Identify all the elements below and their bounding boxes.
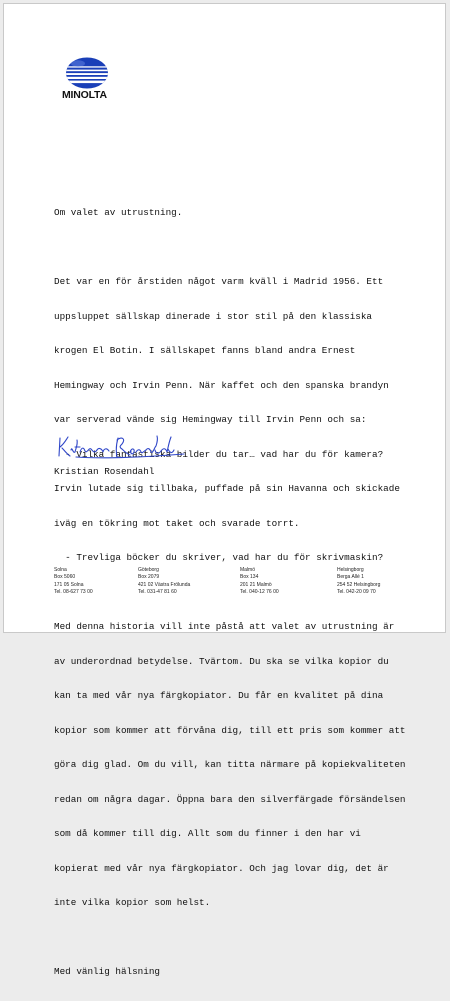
office-phone: Tel. 040-12 76 00 [240,588,279,595]
closing-salutation: Med vänlig hälsning [54,966,161,977]
footer-office-goteborg [138,567,218,596]
paragraph-2-line-5: göra dig glad. Om du vill, kan titta närmare på kopiekvaliteten [54,759,406,770]
footer-office-helsingborg [337,567,417,596]
paragraph-1-line-6: - Vilka fantastiska bilder du tar… vad har du för kamera? [54,448,384,460]
paragraph-2-line-9: inte vilka kopior som helst. [54,897,211,908]
paragraph-2-line-3: kan ta med vår nya färgkopiator. Du får en kvalitet på dina [54,690,384,701]
minolta-globe-icon [65,57,109,89]
letter-page [3,3,446,977]
handwritten-signature [56,430,206,464]
office-box: Box 2079 [138,574,160,581]
paragraph-2-line-4: kopior som kommer att förvåna dig, till ett pris som kommer att [54,724,406,736]
paragraph-2-line-2: av underordnad betydelse. Tvärtom. Du ska se vilka kopior du [54,655,389,667]
paragraph-2-line-8: kopierat med vår nya färgkopiator. Och jag lovar dig, det är [54,862,389,874]
office-postal: 201 21 Malmö [240,581,272,588]
minolta-wordmark: MINOLTA [62,89,107,101]
office-phone: Tel. 042-20 09 70 [337,588,376,595]
office-city: Solna [54,567,67,573]
paragraph-1-line-1: Det var en för årstiden något varm kväll i Madrid 1956. Ett [54,276,384,287]
office-postal: 254 52 Helsingborg [337,581,381,588]
office-city: Göteborg [138,567,159,573]
office-box: Box 134 [240,574,259,581]
paragraph-1-line-7: Irvin lutade sig tillbaka, puffade på sin Havanna och skickade [54,483,400,494]
paragraph-1-line-5: var serverad vände sig Hemingway till Irvin Penn och sa: [54,414,367,425]
paragraph-1-line-8: iväg en tökring mot taket och svarade torrt. [54,517,300,529]
paragraph-1-line-4: Hemingway och Irvin Penn. När kaffet och den spanska brandyn [54,379,389,391]
minolta-logo [62,57,116,107]
footer-office-solna [54,567,134,596]
office-city: Malmö [240,567,256,573]
office-box: Berga Allé 1 [337,574,364,581]
office-phone: Tel. 031-47 81 60 [138,588,177,595]
office-phone: Tel. 08-627 73 00 [54,588,93,595]
office-city: Helsingborg [337,567,364,573]
office-postal: 421 02 Västra Frölunda [138,581,191,588]
footer-office-malmo [240,567,320,596]
office-postal: 171 05 Solna [54,581,84,588]
paragraph-2-line-7: som då kommer till dig. Allt som du finner i den har vi [54,828,361,839]
office-box: Box 5060 [54,574,76,581]
paragraph-1-line-9: - Trevliga böcker du skriver, vad har du för skrivmaskin? [54,552,384,563]
paragraph-1-line-2: uppsluppet sällskap dinerade i stor stil på den klassiska [54,310,373,322]
paragraph-2-line-1: Med denna historia vill inte påstå att valet av utrustning är [54,621,395,632]
signer-name: Kristian Rosendahl [54,466,155,477]
paragraph-1-line-3: krogen El Botin. I sällskapet fanns bland andra Ernest [54,345,356,356]
letter-title: Om valet av utrustning. [54,207,183,218]
paragraph-2-line-6: redan om några dagar. Öppna bara den silverfärgade försändelsen [54,793,406,805]
